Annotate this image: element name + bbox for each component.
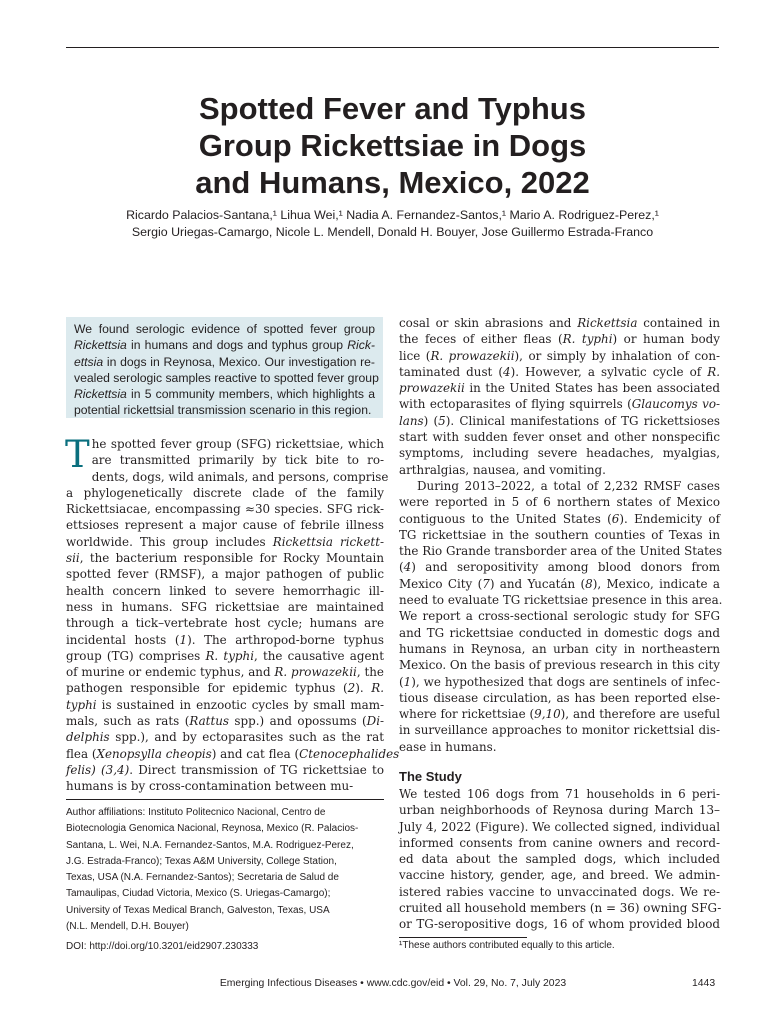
text-line	[74, 321, 375, 337]
text-run: humans is by cross-contamination between mu-	[66, 779, 354, 794]
text-line	[66, 599, 384, 615]
italic-text: 6	[611, 511, 620, 526]
affiliation-line: J.G. Estrada-Franco); Texas A&M University, College Station,	[66, 855, 337, 867]
affiliation-line: Texas, USA (N.A. Fernandez-Santos); Secretaria de Salud de	[66, 872, 339, 884]
text-run: (	[399, 674, 404, 689]
italic-text: R. typhi	[562, 332, 613, 347]
text-run: potential rickettsial transmission scenario in this region.	[74, 403, 372, 418]
text-run: need to evaluate TG rickettsiae presence in this area.	[399, 593, 723, 608]
text-run: ) and Yucatán (	[489, 576, 586, 591]
footnote-rule	[399, 937, 527, 938]
text-line	[399, 429, 720, 445]
text-line	[399, 364, 720, 380]
text-line	[74, 370, 379, 386]
author-affiliations	[66, 805, 384, 956]
text-run: arthralgias, nausea, and vomiting.	[399, 462, 606, 477]
italic-text: Rickettsia rickett-	[272, 534, 385, 549]
italic-text: 1	[179, 632, 188, 647]
text-run: Mexico. On the basis of previous research in this city	[399, 658, 720, 673]
affiliation-line: Santana, L. Wei, N.A. Fernandez-Santos, M.A. Rodriguez-Perez,	[66, 839, 354, 851]
text-line	[399, 625, 720, 641]
title-line: Group Rickettsiae in Dogs	[198, 128, 587, 163]
italic-text: Glaucomys vo-	[631, 397, 721, 412]
text-run: urban neighborhoods of Reynosa during March 13–	[399, 803, 720, 818]
text-line	[66, 469, 389, 485]
text-run: (	[399, 560, 404, 575]
affiliation-line: (N.L. Mendell, D.H. Bouyer)	[66, 921, 189, 933]
right-column	[399, 315, 723, 755]
text-line	[66, 778, 384, 794]
text-run: group (TG) comprises	[66, 648, 206, 663]
text-line	[399, 884, 720, 900]
text-run: We tested 106 dogs from 71 households in 6 peri-	[399, 787, 720, 801]
text-line	[74, 337, 375, 353]
text-run: contained in	[637, 316, 720, 330]
italic-text: Rick-	[347, 338, 375, 353]
text-line	[399, 867, 720, 883]
author-line: Ricardo Palacios-Santana,¹ Lihua Wei,¹ Nadia A. Fernandez-Santos,¹ Mario A. Rodriguez-Perez,¹	[126, 208, 659, 222]
text-line	[399, 396, 720, 412]
intro-column	[65, 433, 400, 795]
footnote: ¹These authors contributed equally to this article.	[399, 940, 615, 951]
text-run: , the	[356, 665, 384, 680]
italic-text: 2	[347, 681, 356, 696]
paragraph-1	[399, 315, 720, 478]
paragraph-2	[399, 478, 723, 755]
text-line	[66, 534, 384, 550]
text-run: During 2013–2022, a total of 2,232 RMSF cases	[417, 478, 720, 493]
text-run: health concern linked to severe hemorrhagic ill-	[66, 583, 384, 598]
text-run: ) (	[423, 413, 439, 428]
italic-text: 5	[438, 413, 446, 428]
page-number: 1443	[692, 978, 716, 989]
text-line	[66, 566, 384, 582]
text-line	[74, 402, 375, 418]
text-line	[399, 900, 720, 916]
text-run: July 4, 2022 (Figure). We collected signed, individual	[399, 819, 720, 834]
text-run: cosal or skin abrasions and	[399, 316, 578, 330]
text-line	[399, 819, 720, 835]
text-run: ) and cat flea (	[211, 746, 300, 761]
italic-text: Ctenocephalides	[299, 746, 400, 761]
text-run: in the United States has been associated	[464, 381, 720, 396]
text-line	[66, 680, 384, 696]
text-run: informed consents from canine owners and record-	[399, 835, 720, 850]
italic-text: delphis	[66, 730, 110, 745]
doi-link[interactable]: DOI: http://doi.org/10.3201/eid2907.230333	[66, 941, 259, 953]
text-line	[66, 615, 384, 631]
text-run: We report a cross-sectional serologic study for SFG	[399, 609, 720, 624]
text-line	[399, 641, 720, 657]
text-run: vealed serologic samples reactive to spotted fever group	[74, 370, 379, 385]
text-line	[399, 494, 720, 510]
italic-text: 7	[482, 576, 490, 591]
text-run: spp.) and opossums (	[229, 714, 367, 729]
italic-text: felis) (3,4)	[66, 762, 130, 777]
text-line	[399, 592, 723, 608]
text-run: humans in Reynosa, an urban city in northeastern	[399, 641, 720, 656]
text-line	[66, 729, 384, 745]
text-run: istered rabies vaccine to unvaccinated dogs. We re-	[399, 884, 720, 899]
text-run: . Direct transmission of TG rickettsiae to	[129, 762, 384, 777]
text-line	[66, 501, 384, 517]
author-line: Sergio Uriegas-Camargo, Nicole L. Mendell, Donald H. Bouyer, Jose Guillermo Estrada-Franco	[131, 225, 654, 239]
italic-text: 8	[585, 576, 593, 591]
text-run: incidental hosts (	[66, 632, 180, 647]
italic-text: sii	[66, 551, 80, 566]
italic-text: Di-	[366, 714, 385, 729]
text-line	[399, 690, 720, 706]
text-line	[399, 576, 720, 592]
affiliation-line: University of Texas Medical Branch, Galveston, Texas, USA	[66, 904, 330, 916]
text-run: spp.), and by ectoparasites such as the rat	[109, 730, 384, 745]
text-line	[66, 517, 384, 533]
text-run: in humans and dogs and typhus group	[126, 338, 348, 353]
text-line	[66, 550, 384, 566]
text-run: TG rickettsiae in the southern counties of Texas in	[399, 527, 720, 542]
text-run: the Rio Grande transborder area of the United States	[399, 544, 723, 559]
italic-text: Rickettsia	[74, 338, 127, 353]
text-run: the feces of either fleas (	[399, 332, 563, 347]
text-run: ), or simply by inhalation of con-	[514, 348, 720, 363]
text-line	[399, 851, 720, 867]
italic-text: R.	[707, 364, 721, 379]
author-list	[66, 207, 719, 241]
text-run: ) and seropositivity among blood donors from	[411, 560, 720, 575]
affiliation-line: Tamaulipas, Ciudad Victoria, Mexico (S. Uriegas-Camargo);	[66, 888, 331, 900]
text-run: vaccine history, gender, age, and breed. We admin-	[399, 868, 720, 883]
italic-text: prowazekii	[399, 381, 465, 396]
text-line	[74, 354, 375, 370]
text-run: ) or human body	[612, 332, 720, 347]
italic-text: lans	[399, 413, 424, 428]
text-run: ), Mexico, indicate a	[592, 576, 720, 591]
text-line	[399, 802, 720, 818]
text-line	[399, 478, 720, 494]
article-title	[66, 90, 719, 201]
text-line	[399, 511, 720, 527]
text-run: in dogs in Reynosa, Mexico. Our investigation re-	[103, 354, 375, 369]
italic-text: R.	[371, 681, 385, 696]
italic-text: 9,10	[534, 707, 561, 722]
text-line	[66, 762, 384, 778]
text-run: tious disease circulation, as has been reported else-	[399, 690, 720, 705]
text-line	[399, 413, 720, 429]
text-line	[399, 380, 720, 396]
abstract-box	[66, 317, 383, 418]
text-line	[66, 664, 384, 680]
text-line	[399, 527, 720, 543]
top-rule	[66, 47, 719, 48]
section-heading-the-study: The Study	[399, 769, 462, 784]
italic-text: Xenopsylla cheopis	[96, 746, 212, 761]
text-run: through a tick–vertebrate host cycle; humans are	[66, 616, 384, 631]
text-line	[399, 786, 720, 802]
text-line	[399, 706, 720, 722]
text-line	[66, 632, 384, 648]
text-line	[399, 739, 720, 755]
text-line: he spotted fever group (SFG) rickettsiae, which	[91, 437, 384, 451]
journal-citation: Emerging Infectious Diseases • www.cdc.gov/eid • Vol. 29, No. 7, July 2023	[219, 978, 567, 989]
text-line	[399, 674, 720, 690]
text-run: a phylogenetically discrete clade of the family	[66, 485, 384, 500]
text-run: of murine or endemic typhus, and	[66, 665, 275, 680]
text-line	[399, 445, 720, 461]
text-line	[399, 835, 720, 851]
text-run: start with sudden fever onset and other nonspecific	[399, 430, 720, 445]
text-run: cruited all household members (n = 36) owning SFG-	[399, 901, 722, 916]
text-line	[399, 559, 720, 575]
text-run: spotted fever (RMSF), a major pathogen of public	[66, 567, 384, 582]
text-line	[66, 648, 384, 664]
text-run: dents, dogs, wild animals, and persons, comprise	[91, 469, 389, 484]
affiliation-line: Author affiliations: Instituto Politecnico Nacional, Centro de	[66, 807, 326, 818]
text-run: pathogen responsible for epidemic typhus (	[66, 681, 348, 696]
italic-text: Rattus	[189, 714, 229, 729]
text-line	[399, 315, 720, 331]
text-line	[66, 583, 384, 599]
text-run: ), and therefore are useful	[560, 707, 720, 722]
text-line	[399, 543, 723, 559]
text-run: ease in humans.	[399, 739, 497, 754]
italic-text: R. typhi	[205, 648, 254, 663]
text-run: symptoms, including severe headaches, myalgias,	[399, 446, 720, 461]
text-run: ).	[355, 681, 372, 696]
text-line	[399, 348, 720, 364]
study-paragraph	[399, 786, 720, 933]
text-run: , the bacterium responsible for Rocky Mountain	[79, 551, 384, 566]
text-run: Rickettsiacae, encompassing ≈30 species. SFG rick-	[66, 502, 384, 517]
text-run: ), we hypothesized that dogs are sentinels of infec-	[411, 674, 720, 689]
text-run: lice (	[399, 348, 431, 363]
text-run: ness in humans. SFG rickettsiae are maintained	[66, 599, 384, 614]
text-run: in surveillance approaches to monitor rickettsial dis-	[399, 723, 720, 738]
italic-text: 1	[403, 674, 412, 689]
italic-text: R. prowazekii	[274, 665, 357, 680]
text-run: , the causative agent	[254, 648, 384, 663]
italic-text: ettsia	[74, 354, 104, 369]
text-run: worldwide. This group includes	[66, 534, 273, 549]
text-run: ). The arthropod-borne typhus	[187, 632, 384, 647]
text-line	[399, 722, 720, 738]
text-run: ). Endemicity of	[619, 511, 720, 526]
text-line	[399, 331, 720, 347]
text-run: taminated dust (	[399, 364, 504, 379]
text-run: in 5 community members, which highlights a	[126, 387, 375, 402]
text-line	[66, 697, 384, 713]
text-run: is sustained in enzootic cycles by small mam-	[96, 697, 384, 712]
text-line	[399, 657, 720, 673]
text-run: or TG-seropositive dogs, 16 of whom provided blood	[399, 917, 720, 932]
text-line	[66, 713, 384, 729]
text-run: ettsioses represent a major cause of febrile illness	[66, 518, 384, 533]
text-run: ). However, a sylvatic cycle of	[510, 364, 708, 379]
affiliation-rule	[66, 799, 384, 800]
text-line	[74, 386, 375, 402]
title-line: Spotted Fever and Typhus	[199, 91, 586, 126]
italic-text: typhi	[66, 697, 97, 712]
text-line	[399, 462, 720, 478]
italic-text: 4	[503, 364, 511, 379]
text-run: flea (	[66, 746, 97, 761]
text-run: where for rickettsiae (	[399, 707, 535, 722]
italic-text: Rickettsia	[577, 316, 638, 330]
italic-text: R. prowazekii	[430, 348, 515, 363]
italic-text: Rickettsia	[74, 387, 127, 402]
intro-body	[66, 469, 400, 795]
text-run: mals, such as rats (	[66, 714, 190, 729]
text-run: with ectoparasites of flying squirrels (	[399, 397, 632, 412]
text-run: Mexico City (	[399, 576, 483, 591]
text-line	[66, 485, 384, 501]
text-run: We found serologic evidence of spotted fever group	[74, 322, 375, 336]
text-run: contiguous to the United States (	[399, 511, 612, 526]
affiliation-line: Biotecnologia Genomica Nacional, Reynosa, Mexico (R. Palacios-	[66, 823, 359, 835]
text-run: and TG rickettsiae conducted in domestic dogs and	[399, 625, 720, 640]
text-line: are transmitted primarily by tick bite to ro-	[91, 453, 384, 468]
text-line	[66, 746, 400, 762]
italic-text: 4	[403, 560, 412, 575]
text-line	[399, 916, 720, 932]
text-line	[399, 608, 720, 624]
drop-cap: T	[65, 433, 90, 476]
title-line: and Humans, Mexico, 2022	[195, 165, 590, 200]
text-run: ed data about the sampled dogs, which included	[399, 852, 720, 867]
text-run: were reported in 5 of 6 northern states of Mexico	[399, 495, 720, 510]
text-run: ). Clinical manifestations of TG rickettsioses	[445, 413, 720, 428]
